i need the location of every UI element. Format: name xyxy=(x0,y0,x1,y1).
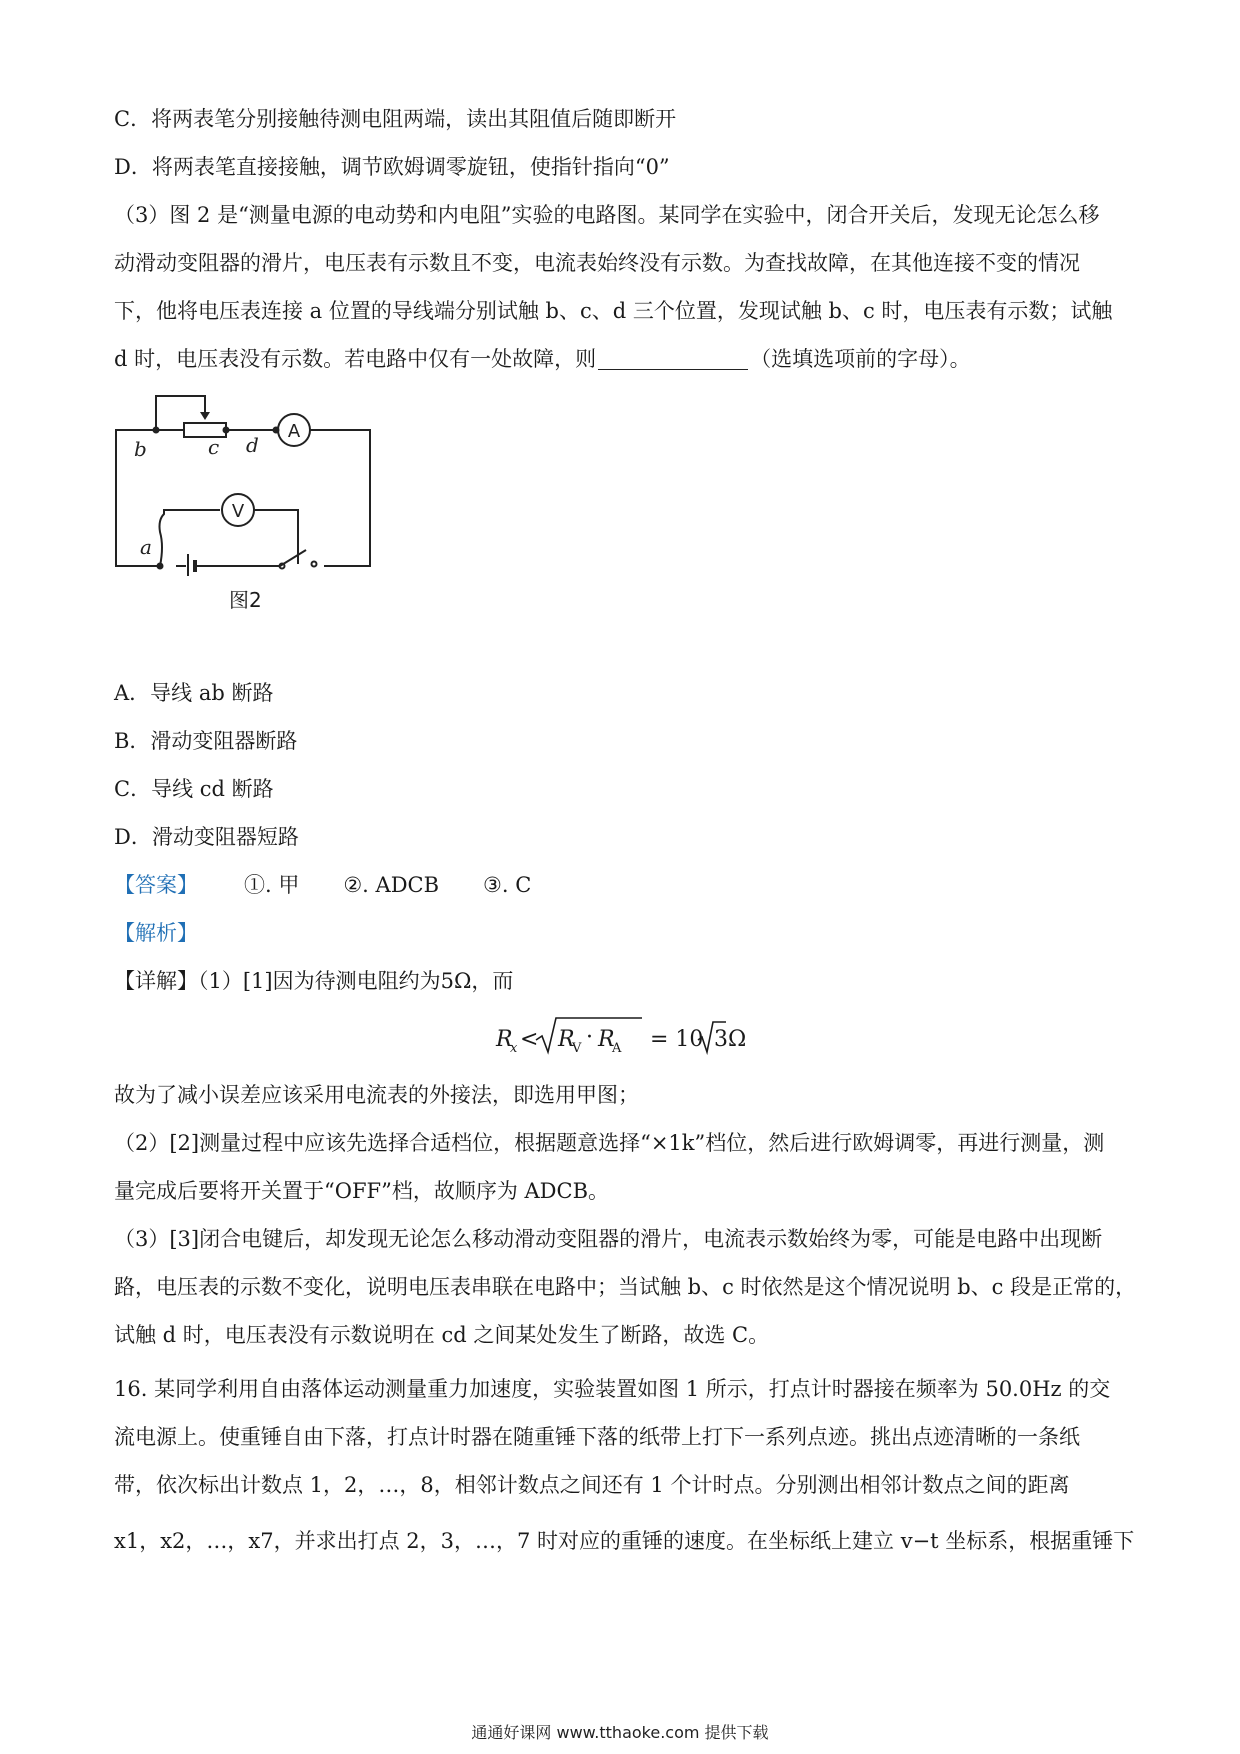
answer-row xyxy=(114,870,1134,900)
voltmeter-lead-right xyxy=(254,510,298,564)
option-c-upper: C．将两表笔分别接触待测电阻两端，读出其阻值后随即断开 xyxy=(114,107,677,131)
svg-text:R: R xyxy=(598,1027,615,1052)
analysis-label: 【解析】 xyxy=(114,921,198,945)
svg-text:V: V xyxy=(572,1041,582,1056)
svg-text:A: A xyxy=(612,1041,622,1056)
question-3-line-1: （3）图 2 是“测量电源的电动势和内电阻”实验的电路图。某同学在实验中，闭合开关后，发现无论怎么移 xyxy=(114,203,1100,227)
svg-text:x: x xyxy=(510,1041,518,1056)
detail-line-5: （3）[3]闭合电键后，却发现无论怎么移动滑动变阻器的滑片，电流表示数始终为零，可能是电路中出现断 xyxy=(114,1227,1103,1251)
slider-arrow xyxy=(200,412,210,420)
formula-svg xyxy=(490,1012,750,1062)
voltmeter-lead-a xyxy=(160,510,221,566)
formula xyxy=(0,1012,1240,1062)
detail-line-6: 路，电压表的示数不变化，说明电压表串联在电路中；当试触 b、c 时依然是这个情况说明 b、c 段是正常的， xyxy=(114,1275,1137,1299)
slider-wire xyxy=(156,396,205,430)
option-c: C．导线 cd 断路 xyxy=(114,777,274,801)
question-3-line-2: 动滑动变阻器的滑片，电压表有示数且不变，电流表始终没有示数。为查找故障，在其他连接不变的情况 xyxy=(114,251,1080,275)
question-3-line-4-end: （选填选项前的字母）。 xyxy=(750,347,971,371)
svg-text:R: R xyxy=(558,1027,575,1052)
node-a xyxy=(157,563,164,570)
option-d: D．滑动变阻器短路 xyxy=(114,825,299,849)
option-d-upper: D．将两表笔直接接触，调节欧姆调零旋钮，使指针指向“0” xyxy=(114,155,670,179)
answer-blank xyxy=(598,349,748,370)
switch-pivot xyxy=(280,564,285,569)
question-3-line-3: 下，他将电压表连接 a 位置的导线端分别试触 b、c、d 三个位置，发现试触 b、c 时，电压表有示数；试触 xyxy=(114,299,1113,323)
footer-watermark: 通通好课网 www.tthaoke.com 提供下载 xyxy=(471,1723,769,1742)
svg-text:<: < xyxy=(520,1027,539,1052)
label-b: b xyxy=(134,437,147,461)
answer-item-2: ②. ADCB xyxy=(343,873,440,897)
node-d xyxy=(273,427,280,434)
answer-label: 【答案】 xyxy=(114,873,198,897)
question-3-line-4 xyxy=(114,344,1134,374)
label-d: d xyxy=(246,433,259,457)
question-16-line-1: 16. 某同学利用自由落体运动测量重力加速度，实验装置如图 1 所示，打点计时器接在频率为 50.0Hz 的交 xyxy=(114,1377,1111,1401)
switch-contact xyxy=(312,562,317,567)
voltmeter-label: V xyxy=(231,501,245,522)
figure-caption: 图2 xyxy=(229,588,262,612)
label-a: a xyxy=(140,535,152,559)
detail-line-1: 【详解】（1）[1]因为待测电阻约为5Ω，而 xyxy=(114,969,514,993)
detail-line-7: 试触 d 时，电压表没有示数说明在 cd 之间某处发生了断路，故选 C。 xyxy=(114,1323,770,1347)
ammeter-label: A xyxy=(287,421,301,442)
rheostat xyxy=(184,423,226,437)
answer-item-3: ③. C xyxy=(483,873,532,897)
answer-item-1: ①. 甲 xyxy=(244,873,300,897)
detail-line-4: 量完成后要将开关置于“OFF”档，故顺序为 ADCB。 xyxy=(114,1179,610,1203)
option-b: B．滑动变阻器断路 xyxy=(114,729,298,753)
question-16-line-3: 带，依次标出计数点 1，2，…，8，相邻计数点之间还有 1 个计时点。分别测出相邻计数点之间的距离 xyxy=(114,1473,1070,1497)
node-b xyxy=(153,427,160,434)
svg-text:·: · xyxy=(586,1025,593,1050)
detail-line-3: （2）[2]测量过程中应该先选择合适档位，根据题意选择“×1k”档位，然后进行欧姆调零，再进行测量，测 xyxy=(114,1131,1105,1155)
option-a: A．导线 ab 断路 xyxy=(114,681,274,705)
question-16-line-2: 流电源上。使重锤自由下落，打点计时器在随重锤下落的纸带上打下一系列点迹。挑出点迹清晰的一条纸 xyxy=(114,1425,1080,1449)
question-16-line-4: x1，x2，…，x7，并求出打点 2，3，…，7 时对应的重锤的速度。在坐标纸上建立 v−t 坐标系，根据重锤下 xyxy=(114,1529,1135,1553)
svg-text:= 10: = 10 xyxy=(650,1027,704,1052)
circuit-diagram xyxy=(108,386,388,576)
label-c: c xyxy=(208,435,220,459)
svg-text:R: R xyxy=(496,1027,513,1052)
svg-text:3Ω: 3Ω xyxy=(714,1027,747,1052)
detail-line-2: 故为了减小误差应该采用电流表的外接法，即选用甲图； xyxy=(114,1083,639,1107)
right-wire xyxy=(310,430,370,566)
question-3-line-4-start: d 时，电压表没有示数。若电路中仅有一处故障，则 xyxy=(114,347,597,371)
node-c xyxy=(223,427,230,434)
